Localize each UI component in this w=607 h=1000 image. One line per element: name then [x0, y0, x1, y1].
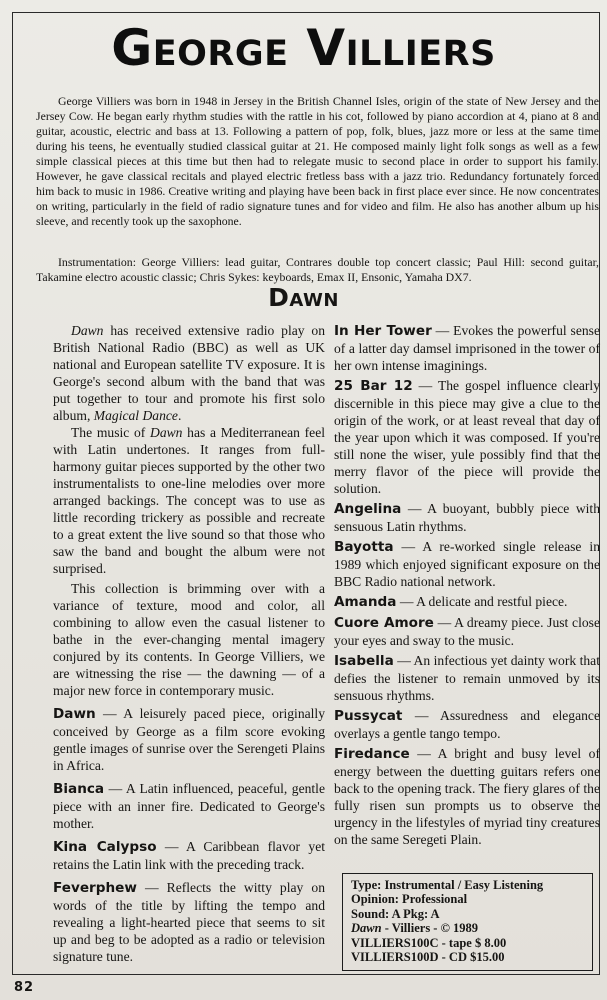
info-sound-pkg: Sound: A Pkg: A — [351, 906, 440, 921]
track-name: Angelina — [334, 501, 402, 517]
review-paragraph-3: This collection is brimming over with a variance of texture, mood and color, all combining to allow even the casual listener to bathe in the ever-changing mental imagery conjured by its contents. In George Villiers, we are witnessing the rise — the dawning — of a major new force in contemporary music. — [53, 581, 325, 698]
track-entry: 25 Bar 12 — The gospel influence clearly discernible in this piece may give a clue to the origin of the work, or at least reveal that day of the year upon which it was composed. If you're still none the wiser, yule possibly find that the merry flavor of the piece will provide the solution. — [334, 378, 600, 496]
album-title-italic: Dawn — [71, 323, 104, 338]
track-entry: Cuore Amore — A dreamy piece. Just close your eyes and sway to the music. — [334, 615, 600, 648]
track-entry: Bayotta — A re-worked single release in 1989 which enjoyed significant exposure on the BBC Radio national network. — [334, 539, 600, 589]
track-entry: Dawn — A leisurely paced piece, originally conceived by George as a film score evoking gentle images of sunrise over the Serengeti Plains in Africa. — [53, 706, 325, 773]
review-paragraph-2: The music of Dawn has a Mediterranean feel with Latin undertones. It ranges from full-harmony guitar pieces supported by the other two instrumentalists to one-line melodies over more arranged backings. The concept was to use as little recording trickery as possible and recreate to a great extent the live sound so that those who saw the band and bought the album were not surprised. — [53, 425, 326, 576]
info-type: Type: Instrumental / Easy Listening — [351, 878, 544, 892]
track-name: 25 Bar 12 — [334, 378, 413, 394]
right-column — [334, 322, 600, 848]
instrumentation-credits: Instrumentation: George Villiers: lead guitar, Contrares double top concert classic; Paul Hill: second guitar, Takamine electro acoustic classic; Chris Sykes: keyboards, Emax II, Ensonic, Yamaha DX7. — [36, 255, 599, 284]
track-entry: Pussycat — Assuredness and elegance overlays a gentle tango tempo. — [334, 708, 600, 741]
track-name: Kina Calypso — [53, 839, 157, 855]
track-name: Cuore Amore — [334, 615, 434, 631]
track-name: Dawn — [53, 706, 96, 722]
page-number: 82 — [14, 980, 35, 995]
track-name: Pussycat — [334, 708, 403, 724]
left-column — [53, 322, 325, 965]
artist-bio: George Villiers was born in 1948 in Jersey in the British Channel Isles, origin of the state of New Jersey and the Jersey Cow. He began early rhythm studies with the rattle in his cot, followed by piano accordion at 4, piano at 8 and guitar, acoustic, electric and bass at 13. Following a pattern of pop, folk, blues, jazz more or less at the same time during his teens, he eventually studied classical guitar at 21. He composed mainly light folk songs as well as a few simple classical pieces at this time but then had to relegate music to second place in order to support his family. However, he gave classical recitals and played electric fretless bass with a jazz trio. Redundancy fortunately forced him back to music in 1986. Creative writing and playing have been back in first place ever since. He now concentrates on writing, particularly in the field of radio signature tunes and for video and film. He also has another album up his sleeve, and recently took up the saxophone. — [36, 94, 599, 228]
info-album-credit: Dawn - Villiers - © 1989 — [351, 921, 479, 936]
track-entry: Amanda — A delicate and restful piece. — [334, 594, 568, 610]
track-name: Feverphew — [53, 880, 137, 896]
review-paragraph-1: Dawn has received extensive radio play on British National Radio (BBC) as well as UK national and European satellite TV exposure. It is George's second album with the band that was put together to tour and promote his first solo album, Magical Dance. — [53, 323, 325, 423]
track-name: Bianca — [53, 781, 105, 797]
track-entry: Isabella — An infectious yet dainty work that defies the listener to remain unmoved by its sensuous rhythms. — [334, 653, 600, 703]
track-entry: Firedance — A bright and busy level of energy between the duetting guitars refers one back to the opening track. The fiery glares of the fully risen sun prompts us to observe the urgency in the lifestyles of myriad tiny creatures on the same Seregeti Plain. — [334, 746, 600, 847]
info-opinion: Opinion: Professional — [351, 892, 468, 907]
track-name: In Her Tower — [334, 323, 432, 339]
track-name: Isabella — [334, 653, 394, 669]
info-tape-price: VILLIERS100C - tape $ 8.00 — [351, 935, 507, 950]
track-entry: In Her Tower — Evokes the powerful sense of a latter day damsel imprisoned in the tower of her own intense imaginings. — [334, 323, 600, 373]
track-entry: Feverphew — Reflects the witty play on words of the title by lifting the tempo and revealing a light-hearted piece that seems to sit up and beg to be adopted as a radio or television signature tune. — [53, 880, 325, 964]
track-entry: Angelina — A buoyant, bubbly piece with sensuous Latin rhythms. — [334, 501, 600, 534]
info-cd-price: VILLIERS100D - CD $15.00 — [351, 950, 505, 965]
track-entry: Kina Calypso — A Caribbean flavor yet retains the Latin link with the preceding track. — [53, 839, 325, 872]
track-name: Bayotta — [334, 539, 394, 555]
artist-name-heading: George Villiers — [111, 19, 496, 77]
first-album-title: Magical Dance — [93, 408, 178, 423]
track-name: Firedance — [334, 746, 410, 762]
album-title-heading: Dawn — [268, 283, 339, 312]
track-name: Amanda — [334, 594, 397, 610]
track-entry: Bianca — A Latin influenced, peaceful, gentle piece with an inner fire. Dedicated to George's mother. — [53, 781, 325, 831]
album-info-box — [342, 873, 593, 971]
album-title-italic: Dawn — [150, 425, 183, 440]
